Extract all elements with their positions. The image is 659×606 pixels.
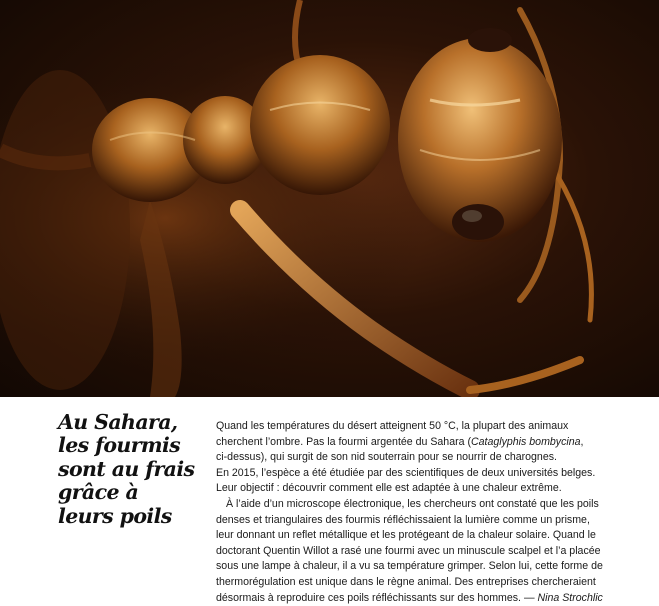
headline-line: grâce à xyxy=(58,480,139,505)
body-line: En 2015, l’espèce a été étudiée par des scientifiques de deux universités belges. xyxy=(216,466,596,479)
headline xyxy=(58,411,208,528)
body-line: doctorant Quentin Willot a rasé une fourmi avec un minuscule scalpel et l’a placée xyxy=(216,544,601,557)
body-text: désormais à reproduire ces poils réfléchissants sur des hommes. — xyxy=(216,591,535,604)
body-line xyxy=(216,591,644,606)
body-line: denses et triangulaires des fourmis réfléchissaient la lumière comme un prisme, xyxy=(216,513,590,526)
body-line: À l’aide d’un microscope électronique, les chercheurs ont constaté que les poils xyxy=(226,497,599,510)
body-line: thermorégulation est unique dans le règne animal. Des entreprises chercheraient xyxy=(216,575,596,588)
body-text: , xyxy=(580,435,584,448)
species-name: Cataglyphis bombycina xyxy=(470,435,581,448)
author-byline: Nina Strochlic xyxy=(537,591,603,604)
headline-line: leurs poils xyxy=(58,503,172,528)
headline-line: les fourmis xyxy=(58,433,181,458)
body-line: leur donnant un reflet métallique et les protégeant de la chaleur solaire. Quand le xyxy=(216,529,596,542)
body-line xyxy=(216,435,644,451)
body-line: ci-dessus), qui surgit de son nid souterrain pour se nourrir de charognes. xyxy=(216,451,557,464)
article-body xyxy=(216,419,644,606)
headline-line: Au Sahara, xyxy=(58,410,178,434)
body-line: sous une lampe à chaleur, il a vu sa température grimper. Selon lui, cette forme de xyxy=(216,560,603,573)
body-line: Leur objectif : découvrir comment elle est adaptée à une chaleur extrême. xyxy=(216,482,562,495)
headline-line: sont au frais xyxy=(58,456,195,481)
body-text: cherchent l’ombre. Pas la fourmi argentée du Sahara ( xyxy=(216,435,471,448)
body-line: Quand les températures du désert atteignent 50 °C, la plupart des animaux xyxy=(216,420,569,432)
